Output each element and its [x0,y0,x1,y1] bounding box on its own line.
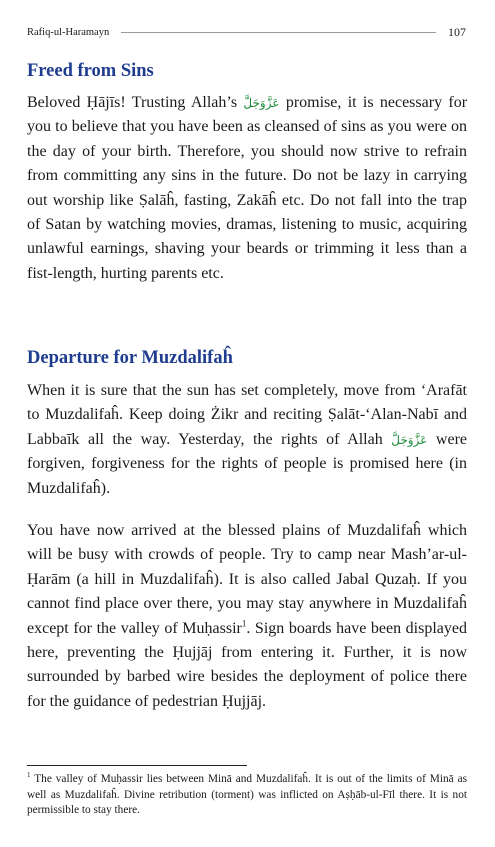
paragraph-text: Beloved Ḥājīs! Trusting Allah’s [27,94,238,111]
paragraph-text: . Sign boards have been displayed here, preventing the Ḥujjāj from entering it. Further, it is now surrounded by barbed wire besides the deployment of police there for the guidance of pedestrian Ḥujjāj. [27,619,467,710]
paragraph-muzdalifah-arrival [27,519,467,714]
section-heading-departure-for-muzdalifah: Departure for Muzdalifaĥ [27,348,233,368]
book-title: Rafiq-ul-Haramayn [27,26,110,38]
paragraph-text: promise, it is necessary for you to believe that you have been as cleansed of sins as you were on the day of your birth. Therefore, you should now strive to refrain from committing any sins in the future. Do not be lazy in carrying out worship like Ṣalāĥ, fasting, Zakāĥ etc. Do not fall into the trap of Satan by watching movies, dramas, listening to music, acquiring unlawful earnings, shaving your beards or trimming it less than a fist-length, hurting parents etc. [27,94,468,282]
paragraph-text: When it is sure that the sun has set completely, move from ‘Arafāt to Muzdalifaĥ. Keep doing Żikr and reciting Ṣalāt-‘Alan-Nabī and Labbaīk all the way. Yesterday, the rights of Allah [27,382,467,448]
footnote-separator [27,765,247,766]
paragraph-freed-from-sins [27,91,467,286]
arabic-honorific: عَزَّوَجَلَّ [391,432,428,447]
footnote-text: The valley of Muḥassir lies between Minā and Muzdalifaĥ. It is out of the limits of Minā as well as Muzdalifaĥ. Divine retribution (torment) was inflicted on Aṣḥāb-ul-Fīl there. It is not permissible to stay there. [27,773,467,817]
paragraph-text: were forgiven, forgiveness for the rights of people is promised here (in Muzdalifaĥ). [27,430,467,497]
running-header [27,24,466,40]
page-number: 107 [448,24,466,39]
paragraph-departure [27,379,467,501]
footnote [27,772,467,819]
footnote-reference[interactable]: 1 [241,618,247,629]
footnote-marker: 1 [27,771,31,780]
paragraph-text: You have now arrived at the blessed plains of Muzdalifaĥ which will be busy with crowds of people. Try to camp near Mash’ar-ul-Ḥarām (a hill in Muzdalifaĥ). It is also called Jabal Quzaḥ. If you cannot find place over there, you may stay anywhere in Muzdalifaĥ except for the valley of Muḥassir [27,522,467,637]
section-heading-freed-from-sins: Freed from Sins [27,61,154,81]
arabic-honorific: عَزَّوَجَلَّ [243,96,280,110]
header-rule [121,32,436,33]
